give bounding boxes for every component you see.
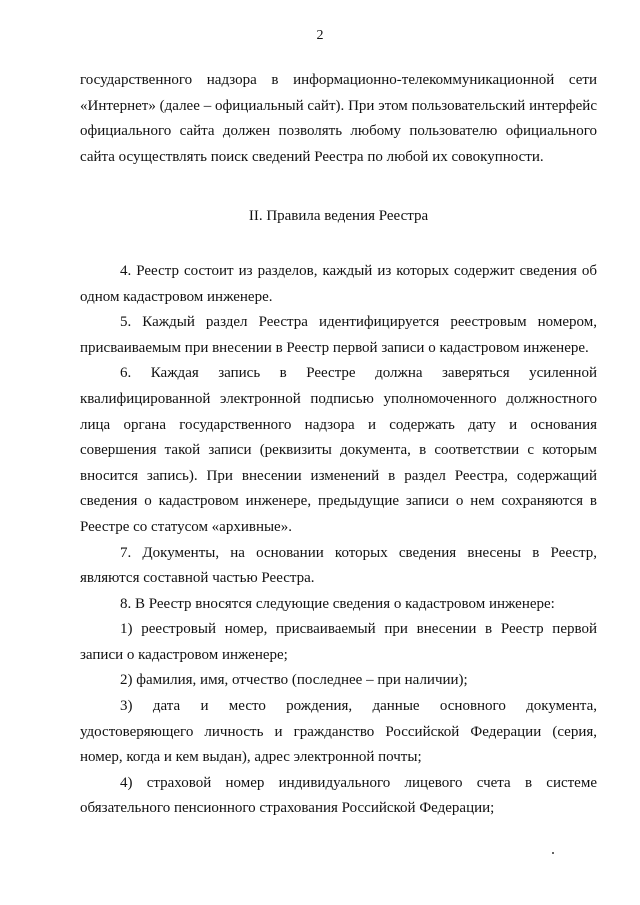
paragraph-6: 6. Каждая запись в Реестре должна заверяться усиленной квалифицированной электронной подписью уполномоченного должностного лица органа государственного надзора и содержать дату и основания совершения такой записи (реквизиты документа, в соответствии с которым вносится запись). При внесении изменений в раздел Реестра, содержащий сведения о кадастровом инженере, предыдущие записи о нем сохраняются в Реестре со статусом «архивные». — [80, 365, 597, 535]
paragraph-7: 7. Документы, на основании которых сведения внесены в Реестр, являются составной частью Реестра. — [80, 544, 597, 587]
list-item-2: 2) фамилия, имя, отчество (последнее – при наличии); — [120, 672, 468, 689]
intro-paragraph: государственного надзора в информационно-телекоммуникационной сети «Интернет» (далее – официальный сайт). При этом пользовательский интерфейс официального сайта должен позволять любому пользователю официального сайта осуществлять поиск сведений Реестра по любой их совокупности. — [80, 72, 597, 165]
paragraph-8: 8. В Реестр вносятся следующие сведения о кадастровом инженере: — [120, 595, 555, 612]
scan-dot — [552, 852, 554, 854]
list-item-3: 3) дата и место рождения, данные основного документа, удостоверяющего личность и гражданство Российской Федерации (серия, номер, когда и кем выдан), адрес электронной почты; — [80, 698, 597, 766]
list-item-1: 1) реестровый номер, присваиваемый при внесении в Реестр первой записи о кадастровом инженере; — [80, 621, 597, 663]
paragraph-5: 5. Каждый раздел Реестра идентифицируется реестровым номером, присваиваемым при внесении в Реестр первой записи о кадастровом инженере. — [80, 314, 597, 356]
paragraph-4: 4. Реестр состоит из разделов, каждый из которых содержит сведения об одном кадастровом инженере. — [80, 262, 597, 305]
section-heading: II. Правила ведения Реестра — [248, 208, 429, 225]
page-number: 2 — [316, 28, 324, 43]
document-body — [80, 68, 597, 822]
list-item-4: 4) страховой номер индивидуального лицевого счета в системе обязательного пенсионного страхования Российской Федерации; — [80, 774, 597, 817]
